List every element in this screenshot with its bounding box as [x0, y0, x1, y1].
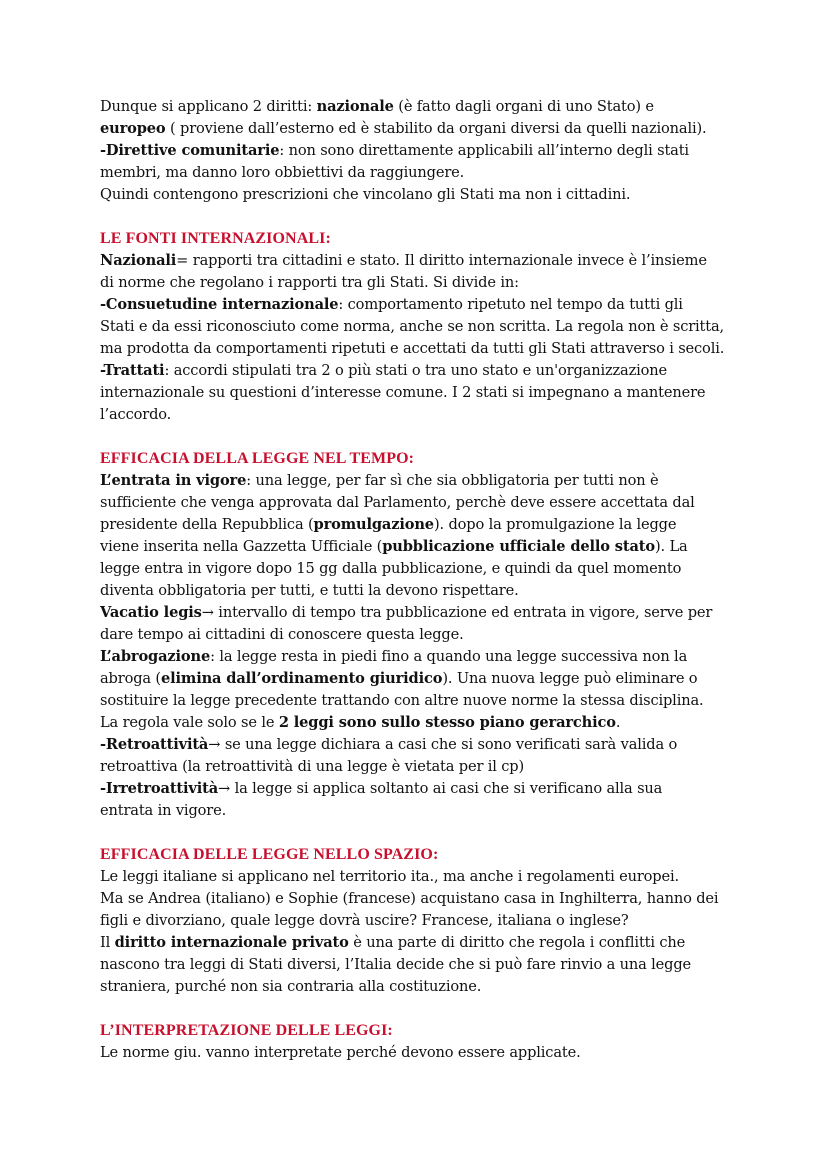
intro-section — [100, 96, 740, 206]
interpretazione-section — [100, 1020, 740, 1064]
bold-term: -Irretroattività — [100, 780, 219, 797]
text: : una legge, per far sì che sia obbligatoria per tutti non è — [246, 472, 659, 489]
bold-term: pubblicazione ufficiale dello stato — [382, 538, 655, 555]
text-line: ma prodotta da comportamenti ripetuti e accettati da tutti gli Stati attraverso i secoli. — [100, 340, 725, 357]
bold-term: promulgazione — [313, 516, 434, 533]
bold-term: Vacatio legis — [100, 604, 202, 621]
text-line: entrata in vigore. — [100, 802, 227, 819]
text-line — [100, 514, 740, 536]
text-line — [100, 932, 740, 954]
text: ( proviene dall’esterno ed è stabilito da organi diversi da quelli nazionali). — [165, 120, 707, 137]
efficacia-spazio-section — [100, 844, 740, 998]
text-line — [100, 646, 740, 668]
bold-term: -Direttive comunitarie — [100, 142, 280, 159]
text-line: nascono tra leggi di Stati diversi, l’Italia decide che si può fare rinvio a una legge — [100, 956, 692, 973]
text: Il — [100, 934, 115, 951]
bold-term: 2 leggi sono sullo stesso piano gerarchico — [278, 714, 616, 731]
text: : non sono direttamente applicabili all’interno degli stati — [279, 142, 689, 159]
text: ). dopo la promulgazione la legge — [433, 516, 677, 533]
text: . — [615, 714, 621, 731]
text: ). Una nuova legge può eliminare o — [442, 670, 698, 687]
text-line: Le leggi italiane si applicano nel territorio ita., ma anche i regolamenti europei. — [100, 868, 679, 885]
bold-term: L’abrogazione — [100, 648, 211, 665]
text-line — [100, 294, 740, 316]
text-line — [100, 602, 740, 624]
text: è una parte di diritto che regola i conflitti che — [348, 934, 686, 951]
text-line — [100, 536, 740, 558]
text-line: sufficiente che venga approvata dal Parlamento, perchè deve essere accettata dal — [100, 494, 695, 511]
text: ). La — [654, 538, 688, 555]
bold-term: -Consuetudine internazionale — [100, 296, 339, 313]
text-line: legge entra in vigore dopo 15 gg dalla pubblicazione, e quindi da quel momento — [100, 560, 682, 577]
text: presidente della Repubblica ( — [100, 516, 314, 533]
text-line: internazionale su questioni d’interesse comune. I 2 stati si impegnano a mantenere — [100, 384, 706, 401]
bold-term: L’entrata in vigore — [100, 472, 247, 489]
text-line — [100, 250, 740, 272]
section-heading: LE FONTI INTERNAZIONALI: — [100, 230, 331, 247]
text: abroga ( — [100, 670, 161, 687]
efficacia-tempo-section — [100, 448, 740, 822]
text-line: diventa obbligatoria per tutti, e tutti la devono rispettare. — [100, 582, 519, 599]
text-line — [100, 140, 740, 162]
text-line: dare tempo ai cittadini di conoscere questa legge. — [100, 626, 464, 643]
text: → se una legge dichiara a casi che si sono verificati sarà valida o — [208, 736, 678, 753]
text: (è fatto dagli organi di uno Stato) e — [393, 98, 654, 115]
text: viene inserita nella Gazzetta Ufficiale ( — [100, 538, 383, 555]
text-line: di norme che regolano i rapporti tra gli Stati. Si divide in: — [100, 274, 519, 291]
section-heading: EFFICACIA DELLE LEGGE NELLO SPAZIO: — [100, 846, 439, 863]
text-line — [100, 360, 740, 382]
text: : accordi stipulati tra 2 o più stati o tra uno stato e un'organizzazione — [164, 362, 668, 379]
text: : comportamento ripetuto nel tempo da tutti gli — [338, 296, 683, 313]
bold-term: -Retroattività — [100, 736, 209, 753]
bold-term: diritto internazionale privato — [114, 934, 349, 951]
section-heading: EFFICACIA DELLA LEGGE NEL TEMPO: — [100, 450, 415, 467]
text-line — [100, 668, 740, 690]
text-line — [100, 734, 740, 756]
text-line — [100, 712, 740, 734]
text-line — [100, 118, 740, 140]
text: : la legge resta in piedi fino a quando una legge successiva non la — [210, 648, 688, 665]
text-line: Stati e da essi riconosciuto come norma, anche se non scritta. La regola non è scritta, — [100, 318, 725, 335]
text-line: retroattiva (la retroattività di una legge è vietata per il cp) — [100, 758, 525, 775]
text: La regola vale solo se le — [100, 714, 279, 731]
text-line: figli e divorziano, quale legge dovrà uscire? Francese, italiana o inglese? — [100, 912, 629, 929]
text: = rapporti tra cittadini e stato. Il diritto internazionale invece è l’insieme — [176, 252, 707, 269]
text-line: straniera, purché non sia contraria alla costituzione. — [100, 978, 482, 995]
document-page — [100, 96, 740, 1064]
bold-term: -Trattati — [100, 362, 165, 379]
bold-term: nazionale — [316, 98, 394, 115]
text-line — [100, 96, 740, 118]
text-line: l’accordo. — [100, 406, 172, 423]
bold-term: europeo — [100, 120, 166, 137]
text-line: Quindi contengono prescrizioni che vincolano gli Stati ma non i cittadini. — [100, 186, 631, 203]
text: → intervallo di tempo tra pubblicazione ed entrata in vigore, serve per — [201, 604, 713, 621]
bold-term: elimina dall’ordinamento giuridico — [160, 670, 443, 687]
fonti-internazionali-section — [100, 228, 740, 426]
text-line: sostituire la legge precedente trattando con altre nuove norme la stessa disciplina. — [100, 692, 704, 709]
text-line: Ma se Andrea (italiano) e Sophie (francese) acquistano casa in Inghilterra, hanno dei — [100, 890, 719, 907]
text: Dunque si applicano 2 diritti: — [100, 98, 317, 115]
text: → la legge si applica soltanto ai casi che si verificano alla sua — [218, 780, 663, 797]
bold-term: Nazionali — [100, 252, 177, 269]
text-line — [100, 778, 740, 800]
text-line: membri, ma danno loro obbiettivi da raggiungere. — [100, 164, 465, 181]
section-heading: L’INTERPRETAZIONE DELLE LEGGI: — [100, 1022, 393, 1039]
text-line — [100, 470, 740, 492]
text-line: Le norme giu. vanno interpretate perché devono essere applicate. — [100, 1044, 581, 1061]
